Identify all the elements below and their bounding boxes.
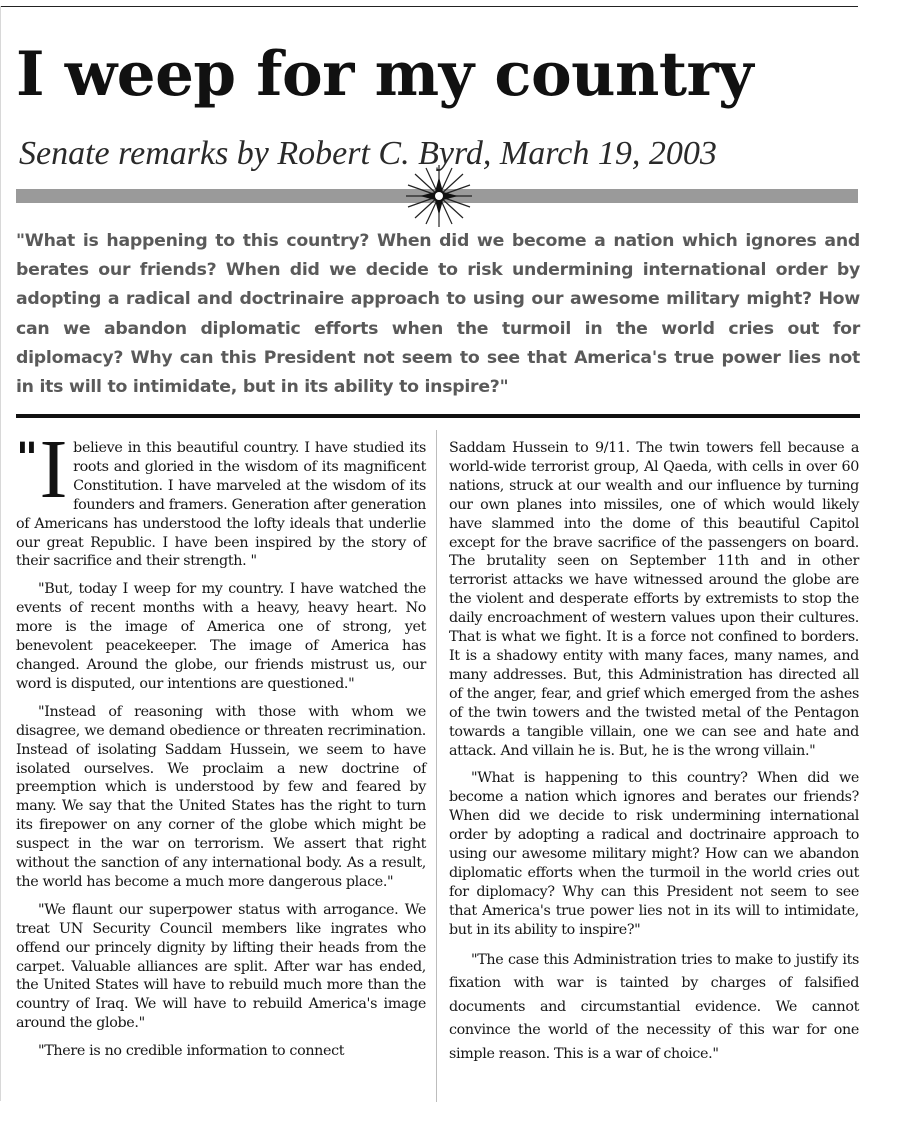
page-edge <box>0 6 1 1101</box>
article-column-right <box>449 439 859 1075</box>
paragraph-5-continued: Saddam Hussein to 9/11. The twin towers fell because a world-wide terrorist group, Al Qaeda, with cells in over 60 nations, struck at our wealth and our influence by turning our own planes into missiles, one of which would likely have slammed into the dome of this beautiful Capitol except for the brave sacrifice of the passengers on board. The brutality seen on September 11th and in other terrorist attacks we have witnessed around the globe are the violent and desperate efforts by extremists to stop the daily encroachment of western values upon their cultures. That is what we fight. It is a force not confined to borders. It is a shadowy entity with many faces, many names, and many addresses. But, this Administration has directed all of the anger, fear, and grief which emerged from the ashes of the twin towers and the twisted metal of the Pentagon towards a tangible villain, one we can see and hate and attack. And villain he is. But, he is the wrong villain." <box>449 440 859 759</box>
paragraph-1 <box>16 423 426 571</box>
paragraph-5-start: "There is no credible information to connect <box>38 1043 345 1060</box>
drop-cap: I <box>39 423 68 516</box>
paragraph-4: "We flaunt our superpower status with arrogance. We treat UN Security Council members like ingrates who offend our princely dignity by lifting their heads from the carpet. Valuable alliances are split. After war has ended, the United States will have to rebuild much more than the country of Iraq. We will have to rebuild America's image around the globe." <box>16 901 426 1032</box>
article-column-left <box>16 423 426 1070</box>
paragraph-1-text: believe in this beautiful country. I have studied its roots and gloried in the wisdom of its magnificent Constitution. I have marveled at the wisdom of its founders and framers. Generation after generation of Americans has understood the lofty ideals that underlie our great Republic. I have been inspired by the story of their sacrifice and their strength. " <box>16 440 426 570</box>
starburst-icon <box>400 163 478 229</box>
paragraph-7: "The case this Administration tries to make to justify its fixation with war is tainted by charges of falsified documents and circumstantial evidence. We cannot convince the world of the necessity of this war for one simple reason. This is a war of choice." <box>449 951 859 1062</box>
top-rule <box>0 6 858 7</box>
byline-subtitle: Senate remarks by Robert C. Byrd, March 19, 2003 <box>19 135 717 172</box>
paragraph-6: "What is happening to this country? When did we become a nation which ignores and berates our friends? When did we decide to risk undermining international order by adopting a radical and doctrinaire approach to using our awesome military might? How can we abandon diplomatic efforts when the turmoil in the world cries out for diplomacy? Why can this President not seem to see that America's true power lies not in its will to intimidate, but in its ability to inspire?" <box>449 770 859 938</box>
pull-quote: "What is happening to this country? When did we become a nation which ignores and berates our friends? When did we decide to risk undermining international order by adopting a radical and doctrinaire approach to using our awesome military might? How can we abandon diplomatic efforts when the turmoil in the world cries out for diplomacy? Why can this President not seem to see that America's true power lies not in its will to intimidate, but in its ability to inspire?" <box>16 231 860 398</box>
section-divider <box>16 414 860 418</box>
paragraph-2: "But, today I weep for my country. I have watched the events of recent months with a heavy, heavy heart. No more is the image of America one of strong, yet benevolent peacekeeper. The image of America has changed. Around the globe, our friends mistrust us, our word is disputed, our intentions are questioned." <box>16 581 426 692</box>
open-quote-mark: " <box>16 433 38 482</box>
headline: I weep for my country <box>16 39 754 110</box>
paragraph-3: "Instead of reasoning with those with whom we disagree, we demand obedience or threaten recrimination. Instead of isolating Saddam Hussein, we seem to have isolated ourselves. We proclaim a new doctrine of preemption which is understood by few and feared by many. We say that the United States has the right to turn its firepower on any corner of the globe which might be suspect in the war on terrorism. We assert that right without the sanction of any international body. As a result, the world has become a much more dangerous place." <box>16 703 426 890</box>
column-divider <box>436 430 437 1102</box>
